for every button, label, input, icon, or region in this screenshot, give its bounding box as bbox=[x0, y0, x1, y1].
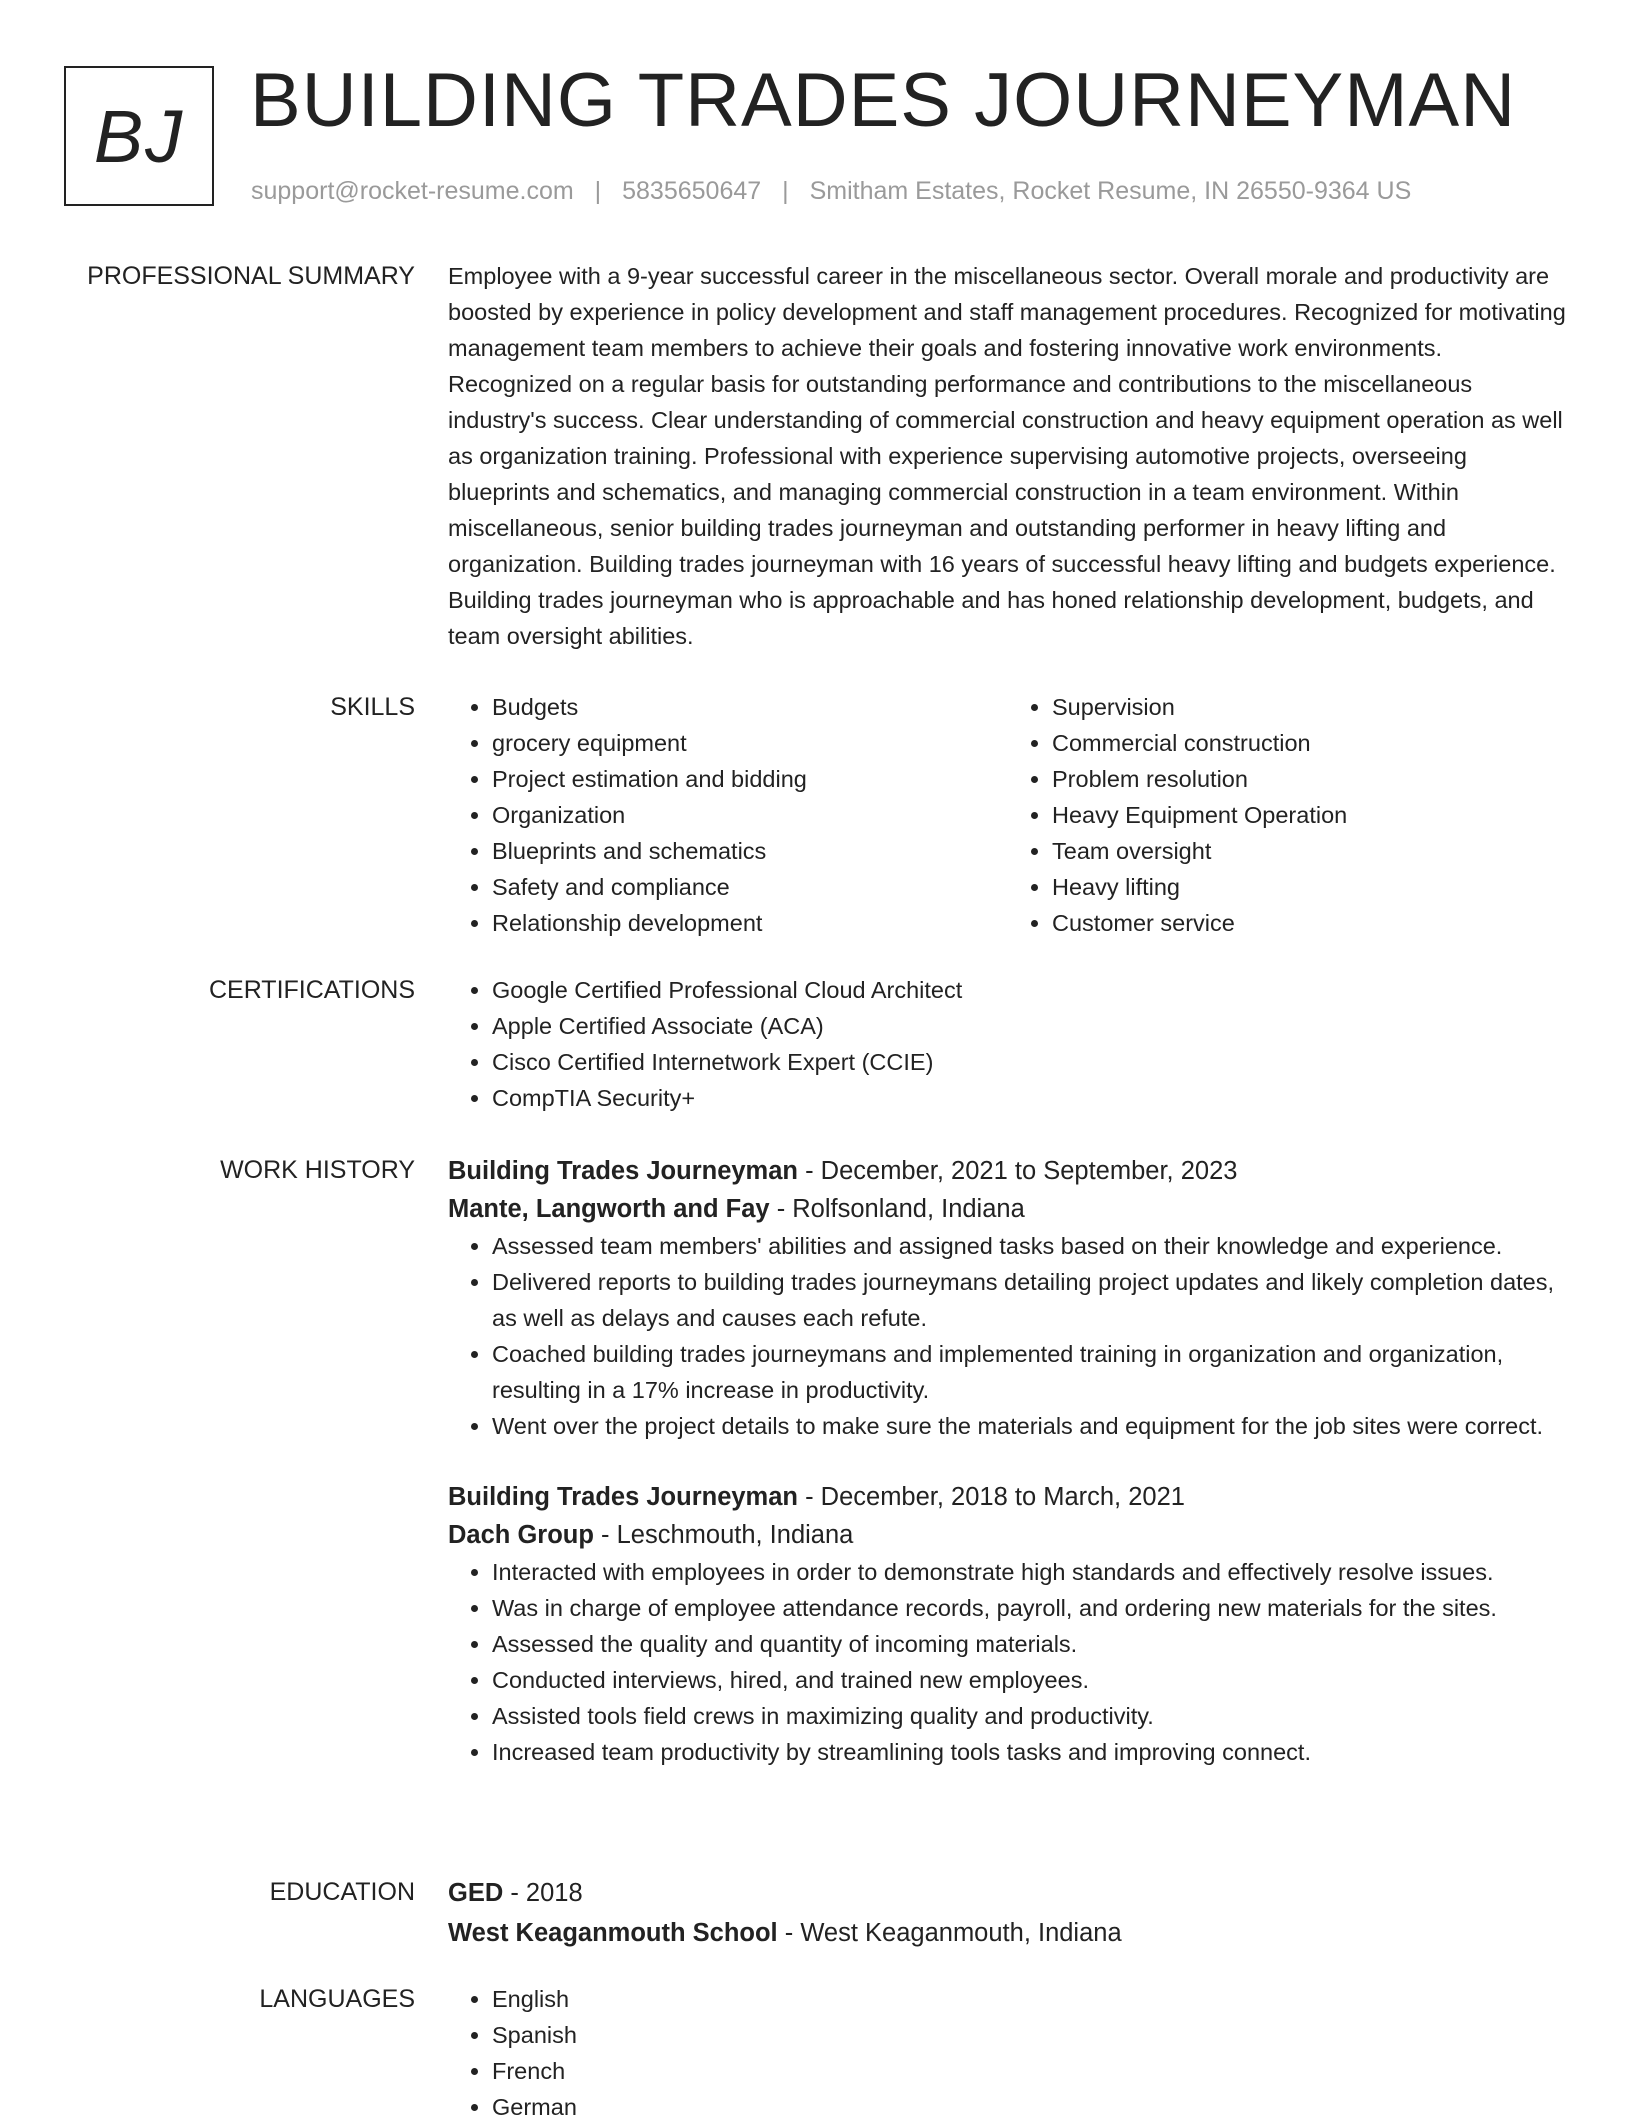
languages-body bbox=[448, 1981, 1568, 2125]
skills-body bbox=[448, 689, 1568, 941]
contact-separator: | bbox=[782, 177, 789, 205]
job-employer: Dach Group bbox=[448, 1521, 594, 1549]
education-degree-line bbox=[448, 1874, 1568, 1912]
certification-item: • Apple Certified Associate (ACA) bbox=[492, 1008, 1568, 1044]
job-bullet: • Went over the project details to make sure the materials and equipment for the job sites were correct. bbox=[492, 1408, 1568, 1444]
skill-item: • Customer service bbox=[1052, 905, 1568, 941]
skill-item: • Safety and compliance bbox=[492, 869, 1008, 905]
skill-item: • Blueprints and schematics bbox=[492, 833, 1008, 869]
job-dates: - December, 2021 to September, 2023 bbox=[798, 1157, 1238, 1185]
job-bullets bbox=[448, 1554, 1568, 1770]
education-year: - 2018 bbox=[503, 1879, 583, 1907]
summary-text: Employee with a 9-year successful career in the miscellaneous sector. Overall morale and productivity are boosted by experience in policy development and staff management procedures. Recognized for motivating management team members to achieve their goals and fostering innovative work environments. Recognized on a regular basis for outstanding performance and contributions to the miscellaneous industry's success. Clear understanding of commercial construction and heavy equipment operation as well as organization training. Professional with experience supervising automotive projects, overseeing blueprints and schematics, and managing commercial construction in a team environment. Within miscellaneous, senior building trades journeyman and outstanding performer in heavy lifting and organization. Building trades journeyman with 16 years of successful heavy lifting and budgets experience. Building trades journeyman who is approachable and has honed relationship development, budgets, and team oversight abilities. bbox=[448, 263, 1566, 649]
work-history-body bbox=[448, 1152, 1568, 1770]
section-label-work-history: WORK HISTORY bbox=[220, 1156, 415, 1184]
languages-list bbox=[448, 1981, 1568, 2125]
job-employer: Mante, Langworth and Fay bbox=[448, 1195, 770, 1223]
section-label-summary: PROFESSIONAL SUMMARY bbox=[87, 262, 415, 290]
education-location: - West Keaganmouth, Indiana bbox=[777, 1919, 1122, 1947]
job-bullet: • Assessed team members' abilities and assigned tasks based on their knowledge and experience. bbox=[492, 1228, 1568, 1264]
education-body bbox=[448, 1874, 1568, 1952]
language-item: • English bbox=[492, 1981, 1568, 2017]
phone-number: 5835650647 bbox=[622, 177, 762, 205]
job-dates: - December, 2018 to March, 2021 bbox=[798, 1483, 1185, 1511]
job-entry bbox=[448, 1478, 1568, 1770]
certification-item: • CompTIA Security+ bbox=[492, 1080, 1568, 1116]
job-employer-line bbox=[448, 1190, 1568, 1228]
skill-item: • Relationship development bbox=[492, 905, 1008, 941]
email-link[interactable]: support@rocket-resume.com bbox=[251, 177, 574, 205]
address: Smitham Estates, Rocket Resume, IN 26550-9364 US bbox=[809, 177, 1412, 205]
job-title: Building Trades Journeyman bbox=[448, 1157, 798, 1185]
education-degree: GED bbox=[448, 1879, 504, 1907]
job-bullet: • Conducted interviews, hired, and trained new employees. bbox=[492, 1662, 1568, 1698]
language-item: • French bbox=[492, 2053, 1568, 2089]
initials-monogram bbox=[64, 66, 214, 206]
skill-item: • Organization bbox=[492, 797, 1008, 833]
candidate-name: BUILDING TRADES JOURNEYMAN bbox=[250, 58, 1517, 143]
skill-item: • Problem resolution bbox=[1052, 761, 1568, 797]
job-bullet: • Was in charge of employee attendance records, payroll, and ordering new materials for the sites. bbox=[492, 1590, 1568, 1626]
job-employer-line bbox=[448, 1516, 1568, 1554]
job-title: Building Trades Journeyman bbox=[448, 1483, 798, 1511]
job-bullet: • Assessed the quality and quantity of incoming materials. bbox=[492, 1626, 1568, 1662]
skill-item: • Heavy lifting bbox=[1052, 869, 1568, 905]
job-location: - Rolfsonland, Indiana bbox=[769, 1195, 1025, 1223]
certifications-body bbox=[448, 972, 1568, 1116]
job-bullets bbox=[448, 1228, 1568, 1444]
job-title-line bbox=[448, 1152, 1568, 1190]
language-item: • Spanish bbox=[492, 2017, 1568, 2053]
job-title-line bbox=[448, 1478, 1568, 1516]
education-school-line bbox=[448, 1914, 1568, 1952]
skill-item: • Supervision bbox=[1052, 689, 1568, 725]
contact-separator: | bbox=[594, 177, 602, 205]
certification-item: • Google Certified Professional Cloud Architect bbox=[492, 972, 1568, 1008]
skill-item: • Budgets bbox=[492, 689, 1008, 725]
section-label-skills: SKILLS bbox=[330, 693, 415, 721]
skill-item: • Heavy Equipment Operation bbox=[1052, 797, 1568, 833]
section-label-education: EDUCATION bbox=[269, 1878, 415, 1906]
skills-list-left bbox=[448, 689, 1008, 941]
certifications-list bbox=[448, 972, 1568, 1116]
skills-list-right bbox=[1008, 689, 1568, 941]
job-entry bbox=[448, 1152, 1568, 1444]
section-label-languages: LANGUAGES bbox=[259, 1985, 415, 2013]
education-school: West Keaganmouth School bbox=[448, 1919, 778, 1947]
section-label-certifications: CERTIFICATIONS bbox=[208, 976, 415, 1004]
initials-text: BJ bbox=[93, 94, 185, 178]
job-bullet: • Assisted tools field crews in maximizing quality and productivity. bbox=[492, 1698, 1568, 1734]
certification-item: • Cisco Certified Internetwork Expert (CCIE) bbox=[492, 1044, 1568, 1080]
skill-item: • Team oversight bbox=[1052, 833, 1568, 869]
job-bullet: • Delivered reports to building trades journeymans detailing project updates and likely completion dates, as well as delays and causes each refute. bbox=[492, 1264, 1568, 1336]
job-bullet: • Coached building trades journeymans and implemented training in organization and organization, resulting in a 17% increase in productivity. bbox=[492, 1336, 1568, 1408]
summary-body bbox=[448, 258, 1568, 654]
job-bullet: • Increased team productivity by streamlining tools tasks and improving connect. bbox=[492, 1734, 1568, 1770]
contact-line bbox=[251, 174, 1411, 208]
job-bullet: • Interacted with employees in order to demonstrate high standards and effectively resolve issues. bbox=[492, 1554, 1568, 1590]
job-location: - Leschmouth, Indiana bbox=[593, 1521, 854, 1549]
skill-item: • grocery equipment bbox=[492, 725, 1008, 761]
language-item: • German bbox=[492, 2089, 1568, 2125]
skill-item: • Commercial construction bbox=[1052, 725, 1568, 761]
skill-item: • Project estimation and bidding bbox=[492, 761, 1008, 797]
